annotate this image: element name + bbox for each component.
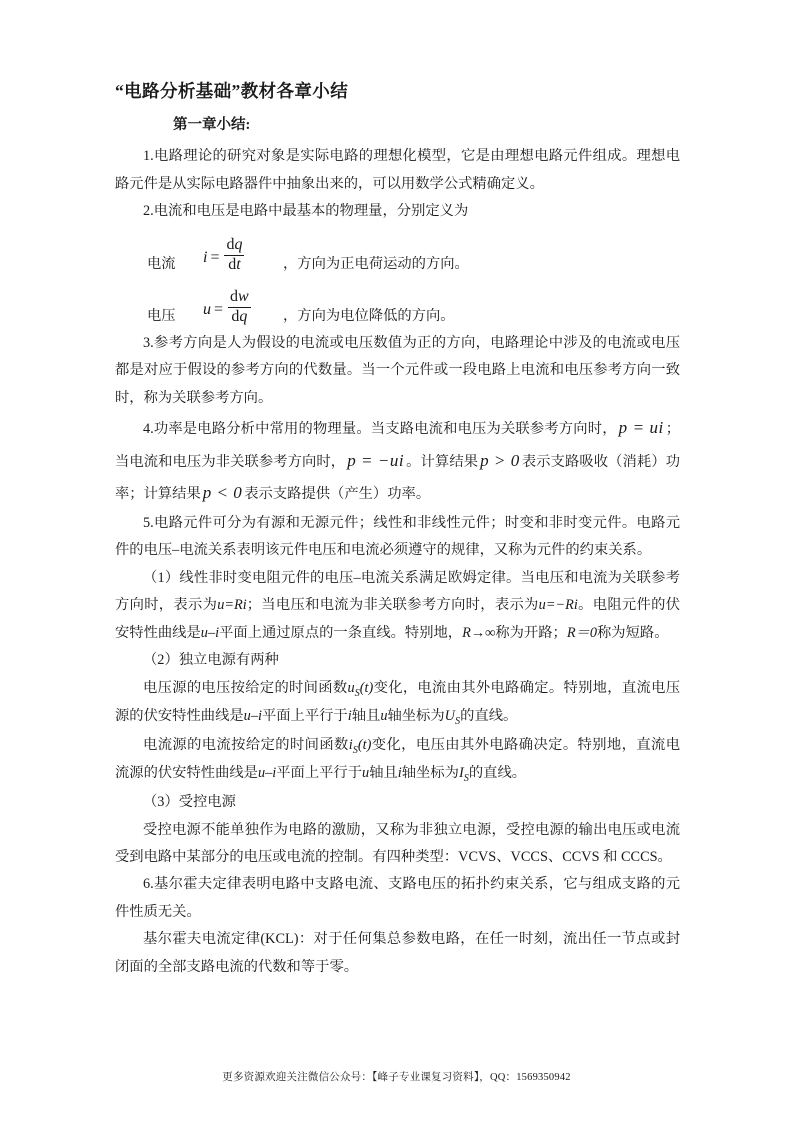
paragraph-item-2: 2.电流和电压是电路中最基本的物理量，分别定义为 xyxy=(143,203,469,220)
formula-voltage-num-var: w xyxy=(238,287,249,305)
formula-current-lhs: i xyxy=(203,248,208,266)
item4-part5: 表示支路提供（产生）功率。 xyxy=(244,486,431,503)
item4-math-p-equals-ui: p = ui xyxy=(618,418,664,438)
sub1-part3: 。电阻元件的伏安特性曲线是 xyxy=(115,597,681,641)
sub2-math-i-axis-2: i xyxy=(397,765,402,782)
item4-part1: 4.功率是电路分析中常用的物理量。当支路电流和电压为关联参考方向时， xyxy=(143,421,617,438)
formula-voltage-equals: = xyxy=(214,300,224,318)
formula-voltage-lhs: u xyxy=(203,300,211,318)
formula-voltage-fraction xyxy=(226,289,253,326)
formula-current-denominator xyxy=(224,256,244,274)
sub2-p1-f: 的直线。 xyxy=(460,708,518,725)
formula-current-den-var: t xyxy=(236,255,241,273)
paragraph-item-4 xyxy=(115,412,680,510)
paragraph-current-source xyxy=(115,732,680,789)
paragraph-sub-1 xyxy=(115,565,680,647)
formula-voltage-numerator xyxy=(228,289,251,308)
page-footer: 更多资源欢迎关注微信公众号：【峰子专业课复习资料】，QQ：1569350942 xyxy=(222,1072,571,1083)
formula-voltage-den-d: d xyxy=(231,307,240,325)
formula-voltage-trailing-text: ，方向为电位降低的方向。 xyxy=(283,307,455,324)
paragraph-item-3: 3.参考方向是人为假设的电流或电压数值为正的方向，电路理论中涉及的电流或电压都是对应于假设的参考方向的代数量。当一个元件或一段电路上电流和电压参考方向一致时，称为关联参考方向。 xyxy=(115,334,680,406)
sub2-p2-a: 电流源的电流按给定的时间函数 xyxy=(143,736,349,753)
sub2-math-u-axis-2: u xyxy=(362,765,370,782)
sub1-math-u-i-plane: u–i xyxy=(200,624,220,641)
formula-current-num-var: q xyxy=(234,235,243,253)
formula-current-label: 电流 xyxy=(147,255,176,272)
sub1-part4: 平面上通过原点的一条直线。特别地， xyxy=(219,624,463,641)
paragraph-sub-2-heading: （2）独立电源有两种 xyxy=(143,652,279,669)
item4-math-p-equals-minus-ui: p = −ui xyxy=(347,450,405,470)
sub1-part1: （1）线性非时变电阻元件的电压–电流关系满足欧姆定律。当电压和电流为关联参考方向时，表示为 xyxy=(115,569,680,614)
sub2-p1-d: 轴且 xyxy=(351,708,381,725)
item4-math-p-greater-zero: p > 0 xyxy=(480,450,520,470)
paragraph-item-6: 6.基尔霍夫定律表明电路中支路电流、支路电压的拓扑约束关系，它与组成支路的元件性质无关。 xyxy=(115,876,680,920)
item4-part2: ；当电流和电压为非关联参考方向时， xyxy=(115,421,680,470)
item4-part4: 表示支路吸收（消耗）功率；计算结果 xyxy=(115,453,681,503)
sub2-math-is-of-t: $i_S(t)$ xyxy=(348,736,372,756)
sub2-p2-f: 的直线。 xyxy=(468,765,527,782)
formula-voltage-row xyxy=(115,278,680,330)
sub2-math-u-axis: u xyxy=(380,708,388,725)
sub2-p1-c: 平面上平行于 xyxy=(261,708,348,725)
sub2-p1-a: 电压源的电压按给定的时间函数 xyxy=(143,679,348,696)
formula-current-numerator xyxy=(224,237,244,256)
formula-current-num-d: d xyxy=(226,235,235,253)
sub2-p2-d: 轴且 xyxy=(369,765,398,782)
formula-current-trailing-text: ，方向为正电荷运动的方向。 xyxy=(283,255,469,272)
paragraph-voltage-source xyxy=(115,675,680,732)
formula-voltage-expression xyxy=(203,289,253,326)
sub1-math-r-equals-zero: R＝0 xyxy=(566,624,598,641)
chapter-heading: 第一章小结: xyxy=(173,117,251,134)
paragraph-kcl: 基尔霍夫电流定律(KCL)：对于任何集总参数电路，在任一时刻，流出任一节点或封闭面的全部支路电流的代数和等于零。 xyxy=(115,931,680,975)
formula-current-den-d: d xyxy=(228,255,237,273)
sub1-part2: ；当电压和电流为非关联参考方向时，表示为 xyxy=(246,597,539,614)
sub2-math-u-i-plane-1: u–i xyxy=(243,708,262,725)
sub2-p2-c: 平面上平行于 xyxy=(276,765,363,782)
formula-current-expression xyxy=(203,237,246,274)
item4-math-p-less-zero: p < 0 xyxy=(202,483,243,503)
formula-current-row xyxy=(115,226,680,278)
paragraph-controlled-source: 受控电源不能单独作为电路的激励，又称为非独立电源，受控电源的输出电压或电流受到电路中某部分的电压或电流的控制。有四种类型：VCVS、VCCS、CCVS 和 CCCS。 xyxy=(115,821,680,865)
formula-current-fraction xyxy=(222,237,246,274)
item4-part3: 。计算结果 xyxy=(406,453,479,470)
sub1-math-u-equals-minus-ri: u=−Ri xyxy=(538,597,578,614)
paragraph-item-1: 1.电路理论的研究对象是实际电路的理想化模型，它是由理想电路元件组成。理想电路元件是从实际电路器件中抽象出来的，可以用数学公式精确定义。 xyxy=(115,148,680,192)
sub2-math-capital-is: $I_S$ xyxy=(458,765,469,785)
sub2-math-u-i-plane-2: u–i xyxy=(257,765,277,782)
paragraph-item-5: 5.电路元件可分为有源和无源元件；线性和非线性元件；时变和非时变元件。电路元件的电压–电流关系表明该元件电压和电流必须遵守的规律，又称为元件的约束关系。 xyxy=(115,514,680,559)
sub2-math-i-axis: i xyxy=(347,708,352,725)
formula-voltage-num-d: d xyxy=(230,287,239,305)
formula-voltage-denominator xyxy=(228,308,251,326)
sub2-math-capital-us: $U_S$ xyxy=(444,708,461,728)
sub2-p2-b: 变化，电压由其外电路确决定。特别地，直流电流源的伏安特性曲线是 xyxy=(115,736,681,782)
sub1-part6: 称为短路。 xyxy=(597,624,669,641)
sub2-p1-b: 变化，电流由其外电路确定。特别地，直流电压源的伏安特性曲线是 xyxy=(115,679,681,725)
paragraph-sub-3-heading: （3）受控电源 xyxy=(143,794,236,811)
sub2-p2-e: 轴坐标为 xyxy=(401,765,459,782)
document-content xyxy=(115,78,680,981)
sub1-math-r-to-infinity: R→∞ xyxy=(462,624,496,641)
page-title: “电路分析基础”教材各章小结 xyxy=(115,81,349,101)
sub1-math-u-equals-ri: u=Ri xyxy=(217,597,247,614)
sub2-math-us-of-t: $u_S(t)$ xyxy=(347,679,374,699)
formula-voltage-label: 电压 xyxy=(147,307,176,324)
formula-current-equals: = xyxy=(210,248,220,266)
formula-voltage-den-var: q xyxy=(239,307,248,325)
sub2-p1-e: 轴坐标为 xyxy=(387,708,445,725)
sub1-part5: 称为开路； xyxy=(495,624,567,641)
